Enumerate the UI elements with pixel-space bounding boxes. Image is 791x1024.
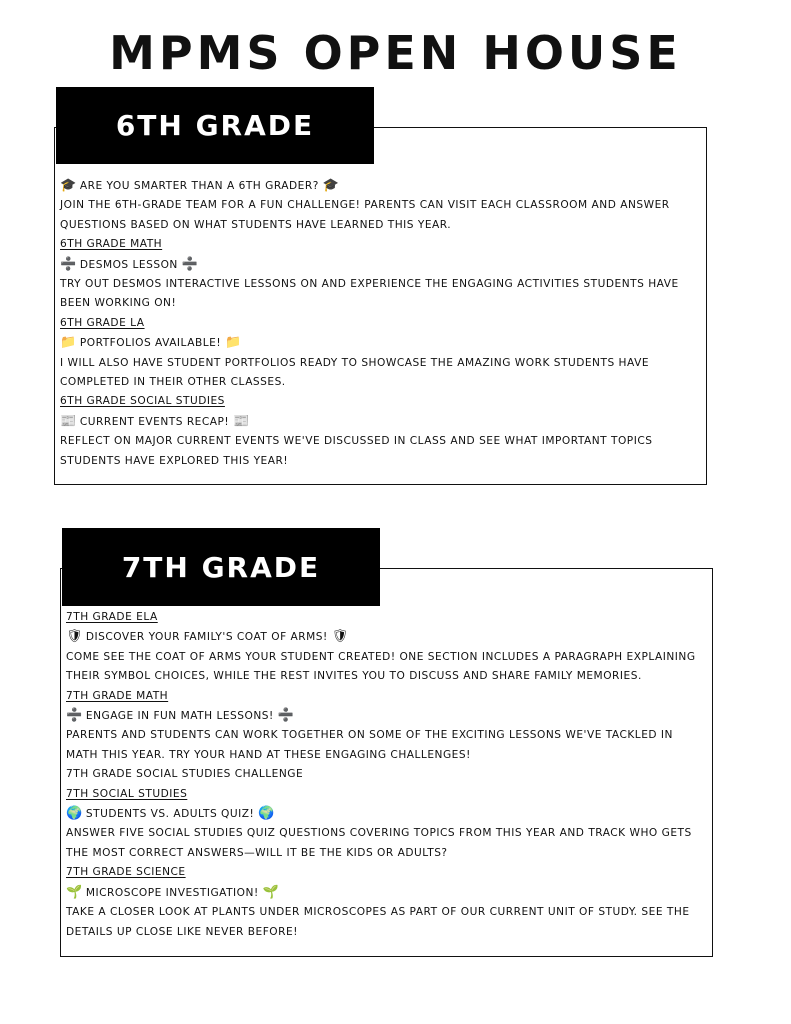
subject-heading: [66, 863, 702, 882]
graduation-cap-icon: 🎓: [60, 178, 77, 193]
activity-description: TAKE A CLOSER LOOK AT PLANTS UNDER MICROSCOPES AS PART OF OUR CURRENT UNIT OF STUDY. SEE THE DETAILS UP CLOSE LIKE NEVER BEFORE!: [66, 906, 690, 938]
section-content-6th: [60, 176, 696, 471]
subject-heading: [60, 235, 696, 254]
activity-title: [66, 804, 702, 824]
folder-icon: 📁: [60, 335, 77, 351]
subject-heading-text: 7TH GRADE ELA: [66, 611, 158, 623]
subject-heading-text: 6TH GRADE LA: [60, 316, 145, 329]
globe-icon: 🌍: [258, 806, 275, 822]
activity-description: TRY OUT DESMOS INTERACTIVE LESSONS ON AND EXPERIENCE THE ENGAGING ACTIVITIES STUDENTS HAVE BEEN WORKING ON!: [60, 278, 679, 310]
subject-heading-text: 7TH SOCIAL STUDIES: [66, 787, 188, 800]
shield-icon: 🛡: [66, 629, 84, 645]
activity-title-text: DISCOVER YOUR FAMILY'S COAT OF ARMS!: [85, 631, 328, 644]
subject-heading-text: 7TH GRADE SCIENCE: [66, 866, 186, 879]
divide-icon: ➗: [60, 256, 77, 272]
activity-title: [60, 333, 696, 353]
page-title: MPMS OPEN HOUSE: [109, 26, 682, 80]
subject-heading-text: 7TH GRADE MATH: [66, 689, 169, 702]
activity-title-text: ENGAGE IN FUN MATH LESSONS!: [85, 710, 274, 723]
activity-title-text: PORTFOLIOS AVAILABLE!: [79, 337, 222, 350]
activity-description: REFLECT ON MAJOR CURRENT EVENTS WE'VE DISCUSSED IN CLASS AND SEE WHAT IMPORTANT TOPICS STUDENTS HAVE EXPLORED THIS YEAR!: [60, 435, 653, 467]
activity-title: [60, 176, 696, 196]
subject-heading: [66, 687, 702, 706]
activity-description: ANSWER FIVE SOCIAL STUDIES QUIZ QUESTIONS COVERING TOPICS FROM THIS YEAR AND TRACK WHO GETS THE MOST CORRECT ANSWERS—WILL IT BE THE KIDS OR ADULTS?: [66, 827, 692, 859]
activity-title: [66, 883, 702, 903]
activity-title-text: DESMOS LESSON: [79, 258, 178, 271]
section-tab-6th: 6TH GRADE: [56, 87, 374, 164]
subject-heading: [60, 392, 696, 411]
seedling-icon: 🌱: [66, 884, 83, 900]
activity-title: [60, 255, 696, 275]
activity-description: I WILL ALSO HAVE STUDENT PORTFOLIOS READY TO SHOWCASE THE AMAZING WORK STUDENTS HAVE COMPLETED IN THEIR OTHER CLASSES.: [60, 356, 650, 389]
subject-heading-text: 6TH GRADE MATH: [60, 238, 163, 251]
seedling-icon: 🌱: [262, 884, 280, 900]
section-content-7th: [66, 608, 702, 942]
activity-description: 7TH GRADE SOCIAL STUDIES CHALLENGE: [66, 768, 304, 781]
subject-heading: [66, 785, 702, 804]
activity-description: COME SEE THE COAT OF ARMS YOUR STUDENT CREATED! ONE SECTION INCLUDES A PARAGRAPH EXPLAINING THEIR SYMBOL CHOICES, WHILE THE REST INVITES YOU TO DISCUSS AND SHARE FAMILY MEMORIES.: [66, 650, 696, 683]
activity-title-text: STUDENTS VS. ADULTS QUIZ!: [85, 808, 255, 821]
globe-icon: 🌍: [66, 806, 83, 822]
divide-icon: ➗: [66, 708, 83, 724]
divide-icon: ➗: [277, 708, 295, 724]
newspaper-icon: 📰: [60, 413, 77, 429]
activity-title: [66, 627, 702, 647]
newspaper-icon: 📰: [233, 413, 250, 429]
graduation-cap-icon: 🎓: [322, 178, 340, 193]
activity-title-text: MICROSCOPE INVESTIGATION!: [85, 886, 259, 899]
subject-heading: [60, 314, 696, 333]
section-tab-7th: 7TH GRADE: [62, 528, 380, 606]
activity-description: PARENTS AND STUDENTS CAN WORK TOGETHER ON SOME OF THE EXCITING LESSONS WE'VE TACKLED IN MATH THIS YEAR. TRY YOUR HAND AT THESE ENGAGING CHALLENGES!: [66, 729, 673, 761]
activity-title: [66, 706, 702, 726]
subject-heading-text: 6TH GRADE SOCIAL STUDIES: [60, 395, 225, 408]
subject-heading: [66, 608, 702, 627]
activity-title: [60, 412, 696, 432]
activity-title-text: CURRENT EVENTS RECAP!: [79, 415, 230, 428]
activity-description: JOIN THE 6TH-GRADE TEAM FOR A FUN CHALLENGE! PARENTS CAN VISIT EACH CLASSROOM AND ANSWER QUESTIONS BASED ON WHAT STUDENTS HAVE LEARNED THIS YEAR.: [60, 199, 670, 231]
divide-icon: ➗: [181, 256, 199, 272]
folder-icon: 📁: [224, 335, 242, 351]
shield-icon: 🛡: [331, 629, 349, 645]
activity-title-text: ARE YOU SMARTER THAN A 6TH GRADER?: [79, 180, 319, 192]
